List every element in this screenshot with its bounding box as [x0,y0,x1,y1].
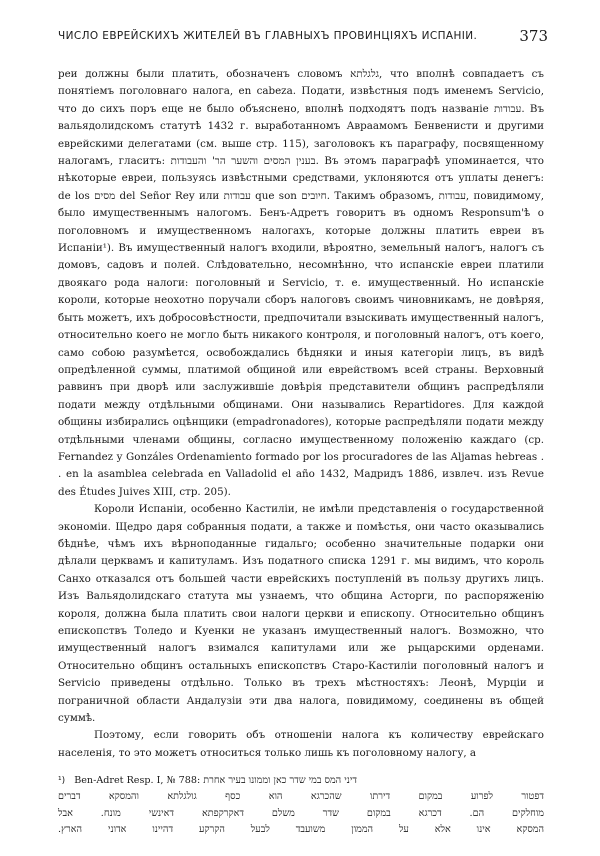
footnote [58,773,544,839]
footnote-hebrew-line: דיני המס במי שדר כאן וממונו בעיר אחרת [203,775,358,786]
footnote-source: Ben-Adret Resp. I, № 788: [74,775,201,786]
running-head [58,27,548,45]
footnote-hebrew-line: המסקא אינו אלא על הממון משועבד לבעל הקרקע דהיינו אדוני הארץ. [58,824,544,836]
footnote-hebrew-line: מוחלקים הם. דכרגא במקום שדר משלם דאקרקפתא דאינשי מונח. אבל [58,807,544,819]
page-number: 373 [519,27,548,45]
footnote-first-line [58,773,544,789]
paragraph: Поэтому, если говорить объ отношеніи налога къ количеству еврейскаго населенія, то это можетъ относиться только лишь къ поголовному налогу, а [58,729,544,759]
footnote-marker: ¹) [58,776,66,786]
chapter-title: ЧИСЛО ЕВРЕЙСКИХЪ ЖИТЕЛЕЙ ВЪ ГЛАВНЫХЪ ПРОВИНЦIЯХЪ ИСПАНIИ. [58,30,478,42]
paragraph: реи должны были платить, обозначенъ словомъ גלגלתא, что вполнѣ совпадаетъ съ понятіемъ поголовнаго налога, en cabeza. Подати, извѣстныя подъ именемъ Servicio, что до сихъ поръ еще не было объяснено, вполнѣ подходятъ подъ названіе עבודות. Въ вальядолидскомъ статутѣ 1432 г. выработанномъ Авраамомъ Бенвенисти и другими еврейскими делегатами (см. выше стр. 115), заголовокъ къ параграфу, посвященному налогамъ, гласитъ: בענין המסים והשער הר' והעבודות. Въ этомъ параграфѣ упоминается, что нѣкоторые евреи, пользуясь извѣстными средствами, уклоняются отъ уплаты денегъ: de los מסים del Señor Rey или עבודות que son חיובים. Такимъ образомъ, עבודות, повидимому, было имущественнымъ налогомъ. Бенъ-Адретъ говоритъ въ одномъ Responsum'ѣ о поголовномъ и имущественномъ налогахъ, которые должны платить евреи въ Испаніи¹). Въ имущественный налогъ входили, вѣроятно, земельный налогъ, налогъ съ домовъ, садовъ и полей. Слѣдовательно, несомнѣнно, что испанскіе евреи платили двоякаго рода налоги: поголовный и Servicio, т. е. имущественный. Но испанскіе короли, которые неохотно поручали сборъ налоговъ своимъ чиновникамъ, не довѣряя, быть можетъ, ихъ добросовѣстности, предпочитали взыскивать имущественный налогъ, относительно коего не могло быть никакого контроля, и поголовный налогъ, отъ коего, само собою разумѣется, освобождались бѣдняки и иныя категоріи лицъ, въ видѣ опредѣленной суммы, платимой общиной или еврействомъ всей страны. Верховный раввинъ при дворѣ или заслужившіе довѣрія представители общинъ распредѣляли подати между отдѣльными общинами. Они назывались Repartidores. Для каждой общины избирались оцѣнщики (empadronadores), которые распредѣляли подати между отдѣльными членами общины, согласно имущественному положенію каждаго (ср. Fernandez y Gonzáles Ordenamiento formado por los procuradores de las Aljamas hebreas . . en la asamblea celebrada en Valladolid el año 1432, Мадридъ 1886, извлеч. изъ Revue des Études Juives XIII, стр. 205). [58,68,544,498]
paragraph: Короли Испаніи, особенно Кастиліи, не имѣли представленія о государственной экономіи. Щедро даря собранныя подати, а также и помѣстья, они часто оказывались бѣднѣе, чѣмъ ихъ вѣрноподанные гидальго; особенно значительные подарки они дѣлали церквамъ и капитуламъ. Изъ податного списка 1291 г. мы видимъ, что король Санхо отказался отъ большей части еврейскихъ поступленій въ пользу другихъ лицъ. Изъ Вальядолидскаго статута мы узнаемъ, что община Асторги, по распоряженію короля, должна была платить свои налоги церкви и епископу. Относительно общинъ епископствъ Толедо и Куенки не указанъ имущественный налогъ. Возможно, что имущественный налогъ взимался капитулами или же рыцарскими орденами. Относительно общинъ остальныхъ епископствъ Старо-Кастиліи поголовный налогъ и Servicio приведены отдѣльно. Только въ трехъ мѣстностяхъ: Леонѣ, Мурціи и пограничной области Андалузіи эти два налога, повидимому, соединены въ общей суммѣ. [58,503,544,725]
footnote-hebrew-line: דפטור לפרוע במקום דירתו שהכרגא הוא כסף גולגלתא והמסקא דברים [58,791,544,803]
main-text [58,66,544,762]
